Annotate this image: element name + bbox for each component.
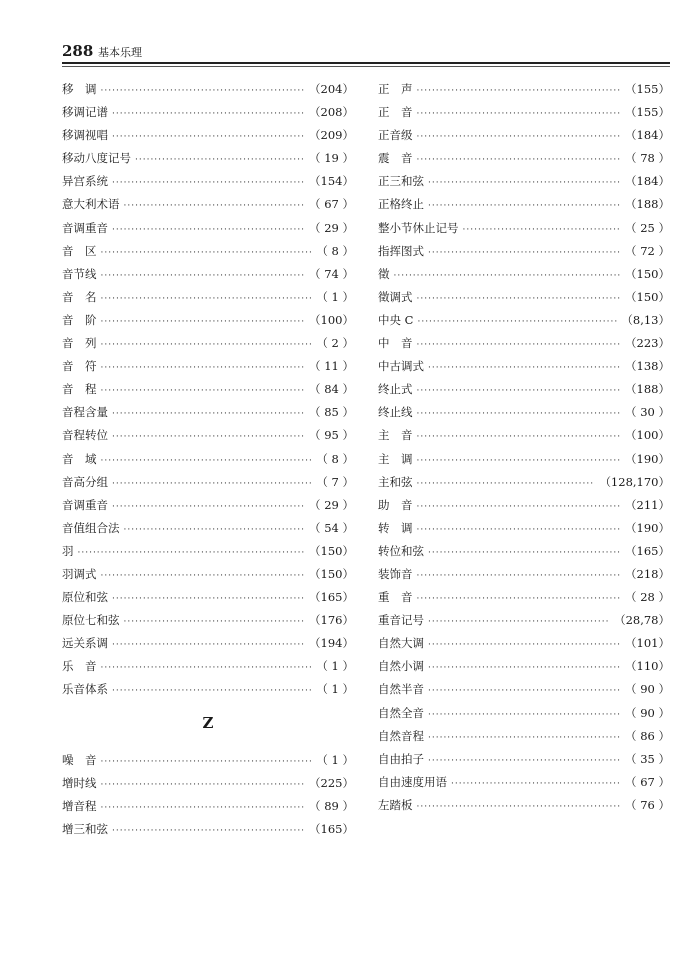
leader-dots xyxy=(124,519,306,542)
index-term: 左踏板 xyxy=(378,797,413,812)
leader-dots xyxy=(428,611,610,634)
index-entry xyxy=(62,772,354,795)
leader-dots xyxy=(78,542,306,565)
index-entry xyxy=(378,78,670,101)
index-term: 音 程 xyxy=(62,382,97,397)
leader-dots xyxy=(451,773,621,796)
leader-dots xyxy=(417,149,622,172)
index-entry xyxy=(378,748,670,771)
index-entry xyxy=(62,309,354,332)
index-entry xyxy=(378,563,670,586)
index-term: 音 域 xyxy=(62,451,97,466)
index-term: 音 名 xyxy=(62,289,97,304)
index-term: 自由拍子 xyxy=(378,751,424,766)
index-page-ref: （ 95 ） xyxy=(309,428,354,443)
index-entry xyxy=(378,771,670,794)
index-entry xyxy=(378,655,670,678)
index-page-ref: （ 1 ） xyxy=(316,289,354,304)
index-page-ref: （150） xyxy=(309,543,354,558)
index-term: 意大利术语 xyxy=(62,197,120,212)
index-term: 音 区 xyxy=(62,243,97,258)
index-term: 装饰音 xyxy=(378,566,413,581)
leader-dots xyxy=(101,265,306,288)
leader-dots xyxy=(112,126,305,149)
index-page-ref: （ 86 ） xyxy=(625,728,670,743)
index-entry xyxy=(62,286,354,309)
index-entry xyxy=(62,795,354,818)
index-term: 震 音 xyxy=(378,151,413,166)
index-page-ref: （150） xyxy=(625,289,670,304)
index-entry xyxy=(378,725,670,748)
index-term: 音程含量 xyxy=(62,405,108,420)
index-entry xyxy=(378,193,670,216)
index-page-ref: （28,78） xyxy=(614,613,670,628)
index-entry xyxy=(378,540,670,563)
index-term: 主 音 xyxy=(378,428,413,443)
index-page-ref: （8,13） xyxy=(621,312,670,327)
index-entry xyxy=(378,101,670,124)
leader-dots xyxy=(417,796,622,819)
index-entry xyxy=(62,378,354,401)
leader-dots xyxy=(428,727,621,750)
leader-dots xyxy=(112,680,312,703)
leader-dots xyxy=(417,103,622,126)
index-page-ref: （204） xyxy=(309,82,354,96)
index-entry xyxy=(378,424,670,447)
leader-dots xyxy=(101,657,313,680)
leader-dots xyxy=(101,288,313,311)
leader-dots xyxy=(428,634,621,657)
index-entry xyxy=(62,540,354,563)
index-term: 重音记号 xyxy=(378,613,424,628)
index-page-ref: （ 8 ） xyxy=(316,451,354,466)
index-entry xyxy=(62,655,354,678)
index-term: 自由速度用语 xyxy=(378,774,447,789)
index-term: 移调记谱 xyxy=(62,105,108,120)
index-page-ref: （ 8 ） xyxy=(316,243,354,258)
running-title: 基本乐理 xyxy=(98,46,142,59)
leader-dots xyxy=(417,426,622,449)
index-term: 移动八度记号 xyxy=(62,151,131,166)
index-term: 音 列 xyxy=(62,336,97,351)
index-page-ref: （101） xyxy=(625,636,670,651)
index-entry xyxy=(378,448,670,471)
index-entry xyxy=(378,217,670,240)
section-heading-z: Z xyxy=(202,714,214,732)
leader-dots xyxy=(124,611,306,634)
index-entry xyxy=(62,563,354,586)
index-column-right xyxy=(378,78,670,817)
index-term: 指挥图式 xyxy=(378,243,424,258)
index-term: 正格终止 xyxy=(378,197,424,212)
index-entry xyxy=(378,378,670,401)
leader-dots xyxy=(124,195,306,218)
index-column-left xyxy=(62,78,354,702)
leader-dots xyxy=(394,265,622,288)
index-page-ref: （ 28 ） xyxy=(625,590,670,605)
index-term: 增音程 xyxy=(62,799,97,814)
index-term: 增时线 xyxy=(62,776,97,791)
index-page-ref: （128,170） xyxy=(599,474,670,489)
leader-dots xyxy=(135,149,305,172)
index-page-ref: （150） xyxy=(625,266,670,281)
index-section-z xyxy=(62,749,354,841)
index-entry xyxy=(62,749,354,772)
leader-dots xyxy=(428,750,621,773)
index-term: 原位和弦 xyxy=(62,590,108,605)
leader-dots xyxy=(112,473,312,496)
index-entry xyxy=(62,147,354,170)
index-page-ref: （ 1 ） xyxy=(316,682,354,697)
leader-dots xyxy=(112,103,305,126)
index-term: 音程转位 xyxy=(62,428,108,443)
index-entry xyxy=(62,217,354,240)
leader-dots xyxy=(417,473,596,496)
leader-dots xyxy=(428,680,621,703)
index-term: 音调重音 xyxy=(62,497,108,512)
index-page-ref: （190） xyxy=(625,451,670,466)
index-page-ref: （ 25 ） xyxy=(625,220,670,235)
index-page-ref: （218） xyxy=(625,566,670,581)
index-entry xyxy=(62,78,354,101)
header-rule-thin xyxy=(62,66,670,67)
index-page-ref: （ 72 ） xyxy=(625,243,670,258)
index-entry xyxy=(62,632,354,655)
index-entry xyxy=(62,170,354,193)
index-term: 音节线 xyxy=(62,266,97,281)
index-page-ref: （188） xyxy=(625,382,670,397)
index-entry xyxy=(62,678,354,701)
index-entry xyxy=(62,517,354,540)
index-entry xyxy=(62,401,354,424)
leader-dots xyxy=(112,172,305,195)
index-page-ref: （ 67 ） xyxy=(625,774,670,789)
index-page-ref: （100） xyxy=(309,312,354,327)
index-term: 正 声 xyxy=(378,82,413,96)
index-term: 自然半音 xyxy=(378,682,424,697)
index-entry xyxy=(378,632,670,655)
leader-dots xyxy=(428,242,621,265)
index-entry xyxy=(62,263,354,286)
index-page-ref: （176） xyxy=(309,613,354,628)
leader-dots xyxy=(428,195,621,218)
index-entry xyxy=(378,263,670,286)
index-page-ref: （211） xyxy=(625,497,670,512)
index-term: 羽调式 xyxy=(62,566,97,581)
leader-dots xyxy=(101,242,313,265)
leader-dots xyxy=(112,820,305,843)
leader-dots xyxy=(417,403,622,426)
leader-dots xyxy=(112,426,305,449)
index-page-ref: （100） xyxy=(625,428,670,443)
index-term: 乐音体系 xyxy=(62,682,108,697)
index-page-ref: （ 90 ） xyxy=(625,705,670,720)
index-term: 音调重音 xyxy=(62,220,108,235)
index-term: 自然全音 xyxy=(378,705,424,720)
index-term: 远关系调 xyxy=(62,636,108,651)
index-page-ref: （ 19 ） xyxy=(309,151,354,166)
index-entry xyxy=(378,471,670,494)
leader-dots xyxy=(101,797,306,820)
index-page-ref: （154） xyxy=(309,174,354,189)
index-entry xyxy=(62,193,354,216)
index-term: 转 调 xyxy=(378,520,413,535)
leader-dots xyxy=(112,634,305,657)
leader-dots xyxy=(101,450,313,473)
index-page-ref: （ 29 ） xyxy=(309,497,354,512)
index-entry xyxy=(62,332,354,355)
page-number: 288 xyxy=(62,42,94,60)
index-page-ref: （ 84 ） xyxy=(309,382,354,397)
index-page-ref: （184） xyxy=(625,128,670,143)
index-term: 整小节休止记号 xyxy=(378,220,459,235)
index-term: 正音级 xyxy=(378,128,413,143)
index-term: 噪 音 xyxy=(62,753,97,767)
index-term: 羽 xyxy=(62,543,74,558)
index-term: 自然大调 xyxy=(378,636,424,651)
index-page-ref: （165） xyxy=(309,822,354,837)
index-term: 音 阶 xyxy=(62,312,97,327)
index-page-ref: （225） xyxy=(309,776,354,791)
index-entry xyxy=(378,794,670,817)
leader-dots xyxy=(417,450,622,473)
index-term: 中 音 xyxy=(378,336,413,351)
index-entry xyxy=(62,818,354,841)
index-page-ref: （ 11 ） xyxy=(309,359,354,374)
index-page-ref: （ 2 ） xyxy=(316,336,354,351)
index-term: 转位和弦 xyxy=(378,543,424,558)
index-page-ref: （ 90 ） xyxy=(625,682,670,697)
index-entry xyxy=(62,494,354,517)
leader-dots xyxy=(428,542,621,565)
index-entry xyxy=(62,240,354,263)
index-page-ref: （190） xyxy=(625,520,670,535)
index-page-ref: （138） xyxy=(625,359,670,374)
leader-dots xyxy=(417,334,622,357)
index-entry xyxy=(378,170,670,193)
leader-dots xyxy=(417,288,622,311)
leader-dots xyxy=(112,403,305,426)
index-page-ref: （155） xyxy=(625,105,670,120)
leader-dots xyxy=(112,219,305,242)
index-entry xyxy=(62,609,354,632)
leader-dots xyxy=(101,357,306,380)
leader-dots xyxy=(417,519,622,542)
index-entry xyxy=(62,424,354,447)
index-term: 正 音 xyxy=(378,105,413,120)
leader-dots xyxy=(417,496,622,519)
index-page-ref: （ 1 ） xyxy=(316,753,354,767)
index-page-ref: （ 30 ） xyxy=(625,405,670,420)
index-page-ref: （ 89 ） xyxy=(309,799,354,814)
index-page-ref: （188） xyxy=(625,197,670,212)
index-entry xyxy=(378,240,670,263)
index-entry xyxy=(378,609,670,632)
leader-dots xyxy=(417,380,622,403)
index-entry xyxy=(378,586,670,609)
leader-dots xyxy=(428,704,621,727)
index-page-ref: （ 78 ） xyxy=(625,151,670,166)
index-page-ref: （ 54 ） xyxy=(309,520,354,535)
index-entry xyxy=(62,448,354,471)
index-entry xyxy=(378,702,670,725)
leader-dots xyxy=(417,565,622,588)
index-page-ref: （155） xyxy=(625,82,670,96)
index-term: 原位七和弦 xyxy=(62,613,120,628)
index-term: 主 调 xyxy=(378,451,413,466)
index-term: 乐 音 xyxy=(62,659,97,674)
index-entry xyxy=(62,124,354,147)
index-term: 主和弦 xyxy=(378,474,413,489)
index-term: 音高分组 xyxy=(62,474,108,489)
index-term: 移 调 xyxy=(62,82,97,96)
index-entry xyxy=(378,147,670,170)
index-term: 终止线 xyxy=(378,405,413,420)
index-page-ref: （ 76 ） xyxy=(625,797,670,812)
header-rule-thick xyxy=(62,62,670,64)
index-term: 自然音程 xyxy=(378,728,424,743)
index-page-ref: （110） xyxy=(625,659,670,674)
leader-dots xyxy=(112,588,305,611)
index-page-ref: （223） xyxy=(625,336,670,351)
index-entry xyxy=(378,124,670,147)
leader-dots xyxy=(417,588,622,611)
leader-dots xyxy=(101,380,306,403)
index-entry xyxy=(378,309,670,332)
index-page-ref: （ 67 ） xyxy=(309,197,354,212)
leader-dots xyxy=(101,80,306,103)
index-page-ref: （ 74 ） xyxy=(309,266,354,281)
index-page-ref: （ 85 ） xyxy=(309,405,354,420)
leader-dots xyxy=(428,657,621,680)
index-page-ref: （184） xyxy=(625,174,670,189)
index-page-ref: （ 29 ） xyxy=(309,220,354,235)
leader-dots xyxy=(417,80,622,103)
index-page-ref: （209） xyxy=(309,128,354,143)
index-term: 音值组合法 xyxy=(62,520,120,535)
index-term: 徵调式 xyxy=(378,289,413,304)
index-term: 自然小调 xyxy=(378,659,424,674)
index-term: 徵 xyxy=(378,266,390,281)
leader-dots xyxy=(101,774,306,797)
index-page-ref: （ 1 ） xyxy=(316,659,354,674)
index-entry xyxy=(62,471,354,494)
index-entry xyxy=(62,586,354,609)
index-term: 正三和弦 xyxy=(378,174,424,189)
index-page-ref: （208） xyxy=(309,105,354,120)
index-term: 终止式 xyxy=(378,382,413,397)
index-term: 重 音 xyxy=(378,590,413,605)
index-term: 增三和弦 xyxy=(62,822,108,837)
index-entry xyxy=(378,494,670,517)
index-entry xyxy=(378,517,670,540)
leader-dots xyxy=(417,126,622,149)
leader-dots xyxy=(428,172,621,195)
leader-dots xyxy=(112,496,305,519)
index-page-ref: （ 35 ） xyxy=(625,751,670,766)
index-entry xyxy=(378,355,670,378)
index-page-ref: （150） xyxy=(309,566,354,581)
index-entry xyxy=(62,355,354,378)
leader-dots xyxy=(101,334,313,357)
index-term: 移调视唱 xyxy=(62,128,108,143)
index-term: 音 符 xyxy=(62,359,97,374)
index-page-ref: （165） xyxy=(625,543,670,558)
page-header xyxy=(62,40,670,62)
leader-dots xyxy=(101,311,306,334)
leader-dots xyxy=(101,751,313,774)
index-term: 异宫系统 xyxy=(62,174,108,189)
index-page-ref: （165） xyxy=(309,590,354,605)
index-entry xyxy=(378,286,670,309)
leader-dots xyxy=(463,219,622,242)
leader-dots xyxy=(101,565,306,588)
index-page-ref: （194） xyxy=(309,636,354,651)
index-entry xyxy=(378,401,670,424)
index-page-ref: （ 7 ） xyxy=(316,474,354,489)
index-entry xyxy=(62,101,354,124)
index-term: 中央 C xyxy=(378,312,414,327)
index-entry xyxy=(378,678,670,701)
index-term: 助 音 xyxy=(378,497,413,512)
index-term: 中古调式 xyxy=(378,359,424,374)
leader-dots xyxy=(428,357,621,380)
leader-dots xyxy=(417,311,617,334)
index-entry xyxy=(378,332,670,355)
